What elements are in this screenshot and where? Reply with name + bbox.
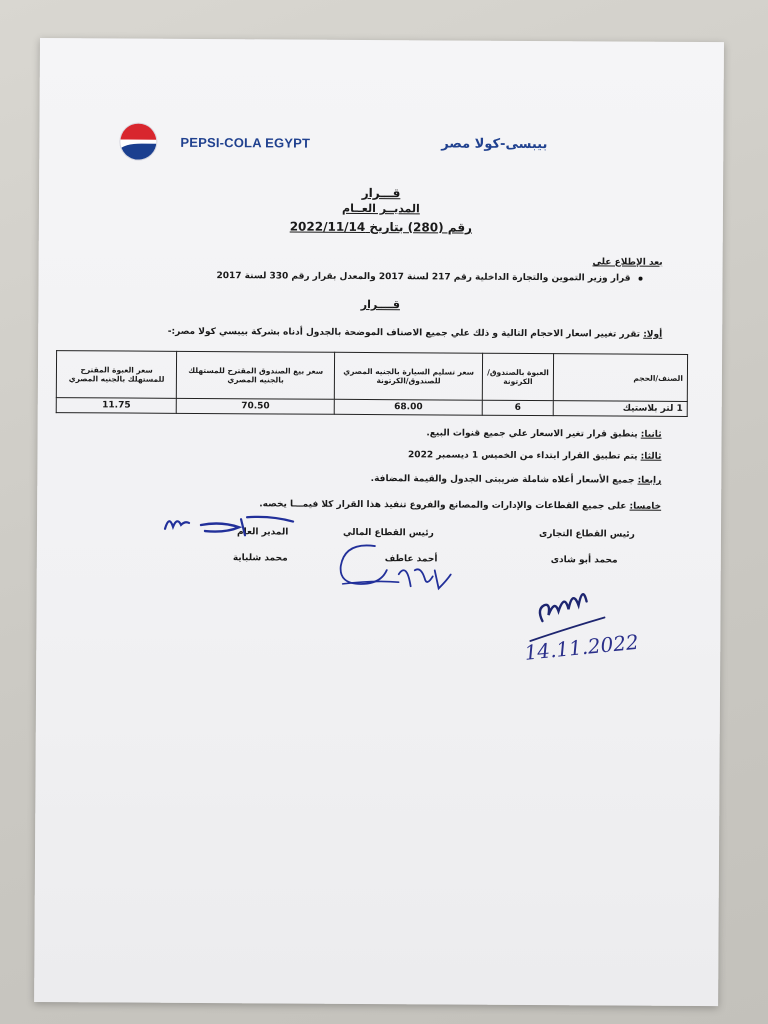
cell-suggested-unit-price: 11.75 — [56, 398, 176, 414]
clause-second-text: ينطبق قرار تغير الاسعار علي جميع قنوات البيع. — [426, 428, 638, 440]
signatory-gm-title: المدير العام — [236, 527, 289, 538]
company-name-en: PEPSI-COLA EGYPT — [180, 134, 311, 151]
pepsi-globe-logo-icon — [119, 122, 157, 160]
cell-suggested-case-price: 70.50 — [176, 398, 334, 414]
clause-second-label: ثانيا: — [640, 429, 662, 440]
clause-fifth-label: خامسا: — [629, 501, 662, 512]
header-size: الصنف/الحجم — [553, 354, 687, 402]
preamble-label: بعد الإطلاع على — [592, 257, 663, 268]
preamble-bullet-text: قرار وزير التموين والتجارة الداخلية رقم 217 لسنة 2017 والمعدل بقرار رقم 330 لسنة 2017 — [216, 271, 631, 284]
cell-units-per-case: 6 — [482, 400, 553, 415]
clause-first-text: تقرر تغيير اسعار الاحجام التالية و ذلك علي جميع الاصناف الموضحة بالجدول أدناه بشركة بيبسي كولا مصر:- — [167, 326, 641, 340]
clause-fourth — [371, 474, 662, 486]
clause-fifth — [259, 499, 661, 511]
clause-fifth-text: على جميع القطاعات والإدارات والمصانع والفروع تنفيذ هذا القرار كلا فيمـــا يخصه. — [259, 499, 627, 512]
table-row — [56, 398, 687, 417]
document-issuer: المديــر العــام — [342, 201, 420, 216]
clause-third-label: ثالثا: — [640, 451, 662, 462]
clause-fourth-text: جميع الأسعار أعلاه شاملة ضريبتى الجدول والقيمة المضافة. — [370, 474, 635, 486]
cell-size: 1 لتر بلاستيك — [553, 401, 687, 417]
clause-third-text: يتم تطبيق القرار ابتداء من الخميس 1 ديسمبر 2022 — [408, 450, 638, 462]
company-name-ar: بيبسى-كولا مصر — [441, 136, 548, 153]
document-title: قـــرار — [361, 185, 401, 201]
clause-third — [408, 450, 661, 462]
finance-signature — [335, 540, 465, 601]
signatory-commercial-title: رئيس القطاع التجارى — [538, 529, 635, 540]
signatory-finance-title: رئيس القطاع المالي — [342, 527, 434, 539]
clause-second — [426, 428, 661, 439]
price-table-header-row — [56, 351, 687, 402]
signatory-commercial-name: محمد أبو شادى — [550, 555, 618, 566]
document-number-date: رقم (280) بتاريخ 2022/11/14 — [289, 219, 473, 235]
clause-first — [168, 327, 662, 340]
logo-blue-band — [120, 144, 156, 160]
decision-document — [34, 38, 724, 1006]
signatory-finance-name: أحمد عاطف — [384, 554, 438, 565]
cell-truck-delivery-price: 68.00 — [334, 399, 482, 415]
price-table — [56, 350, 688, 417]
header-truck-delivery-price: سعر تسليم السيارة بالجنيه المصري للصندوق/الكرتونة — [334, 352, 482, 400]
handwritten-date: 14.11.2022 — [523, 629, 640, 665]
header-units-per-case: العبوة بالصندوق/ الكرتونة — [482, 353, 553, 400]
header-suggested-case-price: سعر بيع الصندوق المقترح للمستهلك بالجنيه المصري — [177, 351, 335, 399]
signatory-gm-name: محمد شلباية — [232, 553, 288, 564]
preamble-bullet — [216, 271, 642, 284]
bullet-icon — [639, 276, 643, 280]
gm-signature — [161, 507, 301, 544]
logo-red-band — [120, 123, 156, 139]
clause-first-label: أولا: — [643, 329, 663, 340]
decision-heading: قــــرار — [360, 297, 401, 312]
clause-fourth-label: رابعا: — [637, 475, 662, 486]
header-suggested-unit-price: سعر العبوة المقترح للمستهلك بالجنيه المصري — [56, 351, 177, 399]
